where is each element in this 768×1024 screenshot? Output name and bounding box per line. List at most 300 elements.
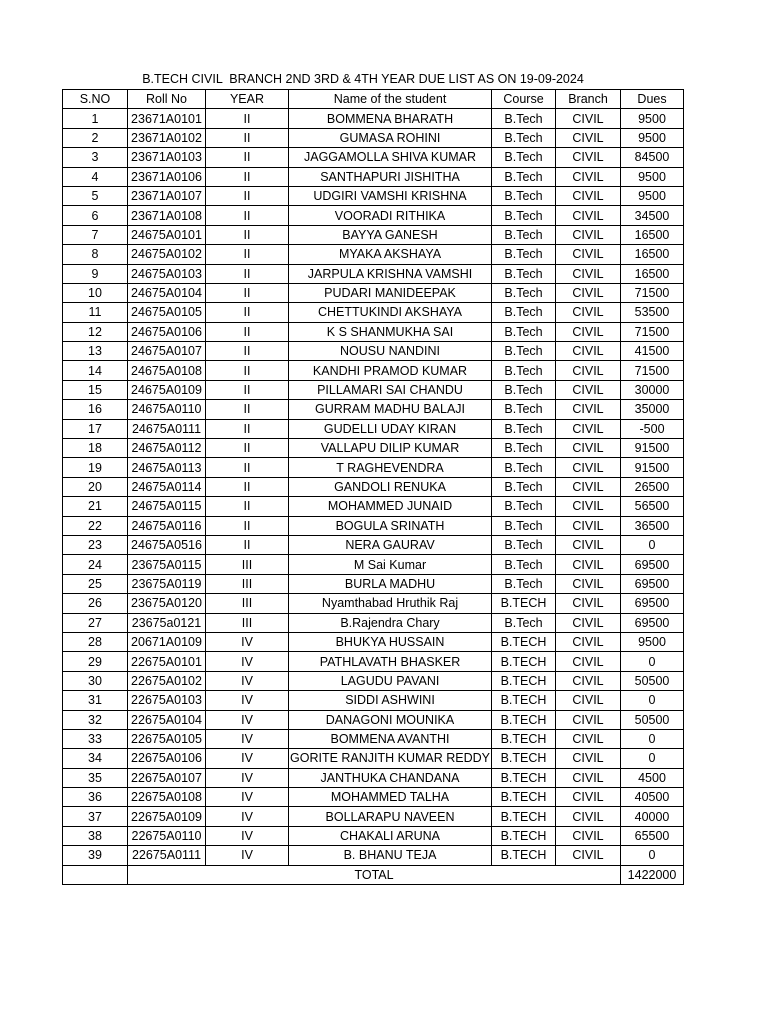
course-cell: B.Tech [492,555,556,574]
student-name-cell: PATHLAVATH BHASKER [289,652,492,671]
roll-no-cell: 24675A0113 [128,458,206,477]
dues-cell: 84500 [621,148,684,167]
table-row [63,439,684,458]
table-row [63,148,684,167]
sno-cell: 26 [63,594,128,613]
student-name-cell: JAGGAMOLLA SHIVA KUMAR [289,148,492,167]
table-row [63,206,684,225]
sno-cell: 22 [63,516,128,535]
sno-cell: 18 [63,439,128,458]
course-cell: B.Tech [492,225,556,244]
branch-cell: CIVIL [556,768,621,787]
student-name-cell: DANAGONI MOUNIKA [289,710,492,729]
dues-cell: 0 [621,691,684,710]
year-cell: IV [206,632,289,651]
roll-no-cell: 24675A0516 [128,535,206,554]
student-name-cell: GORITE RANJITH KUMAR REDDY [289,749,492,768]
roll-no-cell: 24675A0109 [128,380,206,399]
sno-cell: 32 [63,710,128,729]
year-cell: II [206,167,289,186]
dues-cell: 35000 [621,400,684,419]
sno-cell: 8 [63,245,128,264]
roll-no-cell: 24675A0115 [128,497,206,516]
year-cell: II [206,458,289,477]
table-row [63,264,684,283]
dues-cell: 26500 [621,477,684,496]
course-cell: B.TECH [492,729,556,748]
course-cell: B.Tech [492,128,556,147]
student-name-cell: GURRAM MADHU BALAJI [289,400,492,419]
sno-cell: 15 [63,380,128,399]
course-cell: B.Tech [492,186,556,205]
sno-cell: 14 [63,361,128,380]
table-row [63,477,684,496]
dues-cell: 0 [621,749,684,768]
dues-cell: -500 [621,419,684,438]
total-label: TOTAL [128,865,621,884]
sno-cell: 7 [63,225,128,244]
course-cell: B.TECH [492,826,556,845]
roll-no-cell: 22675A0110 [128,826,206,845]
sno-cell: 1 [63,109,128,128]
year-cell: IV [206,691,289,710]
roll-no-cell: 24675A0106 [128,322,206,341]
year-cell: II [206,535,289,554]
student-name-cell: T RAGHEVENDRA [289,458,492,477]
table-row [63,749,684,768]
table-row [63,516,684,535]
table-row [63,613,684,632]
dues-cell: 9500 [621,167,684,186]
course-cell: B.Tech [492,303,556,322]
branch-cell: CIVIL [556,632,621,651]
table-row [63,245,684,264]
year-cell: II [206,128,289,147]
table-row [63,186,684,205]
year-cell: II [206,264,289,283]
course-cell: B.Tech [492,458,556,477]
dues-cell: 4500 [621,768,684,787]
roll-no-cell: 23675a0121 [128,613,206,632]
table-row [63,788,684,807]
branch-cell: CIVIL [556,846,621,865]
branch-cell: CIVIL [556,749,621,768]
course-cell: B.TECH [492,652,556,671]
roll-no-cell: 24675A0104 [128,283,206,302]
year-cell: III [206,555,289,574]
year-cell: IV [206,846,289,865]
roll-no-cell: 22675A0109 [128,807,206,826]
sno-cell: 36 [63,788,128,807]
year-cell: II [206,419,289,438]
roll-no-cell: 22675A0102 [128,671,206,690]
student-name-cell: BOGULA SRINATH [289,516,492,535]
roll-no-cell: 24675A0116 [128,516,206,535]
branch-cell: CIVIL [556,535,621,554]
student-name-cell: BOLLARAPU NAVEEN [289,807,492,826]
sno-cell: 13 [63,342,128,361]
table-row [63,225,684,244]
dues-cell: 16500 [621,225,684,244]
branch-cell: CIVIL [556,439,621,458]
course-cell: B.Tech [492,497,556,516]
branch-cell: CIVIL [556,186,621,205]
course-cell: B.Tech [492,613,556,632]
year-cell: II [206,148,289,167]
student-name-cell: KANDHI PRAMOD KUMAR [289,361,492,380]
sno-cell: 16 [63,400,128,419]
sno-cell: 20 [63,477,128,496]
student-name-cell: B. BHANU TEJA [289,846,492,865]
table-row [63,109,684,128]
dues-cell: 0 [621,729,684,748]
table-row [63,419,684,438]
sno-cell: 21 [63,497,128,516]
dues-cell: 65500 [621,826,684,845]
dues-cell: 9500 [621,632,684,651]
dues-cell: 69500 [621,574,684,593]
dues-cell: 40000 [621,807,684,826]
student-name-cell: MOHAMMED JUNAID [289,497,492,516]
dues-cell: 0 [621,846,684,865]
course-cell: B.Tech [492,477,556,496]
table-row [63,342,684,361]
dues-cell: 0 [621,535,684,554]
student-name-cell: MYAKA AKSHAYA [289,245,492,264]
year-cell: III [206,574,289,593]
branch-cell: CIVIL [556,109,621,128]
student-name-cell: BOMMENA BHARATH [289,109,492,128]
table-row [63,128,684,147]
branch-cell: CIVIL [556,826,621,845]
course-cell: B.TECH [492,846,556,865]
course-cell: B.Tech [492,148,556,167]
sno-cell: 4 [63,167,128,186]
student-name-cell: JARPULA KRISHNA VAMSHI [289,264,492,283]
course-cell: B.TECH [492,632,556,651]
roll-no-cell: 23671A0102 [128,128,206,147]
sno-cell: 2 [63,128,128,147]
sno-cell: 34 [63,749,128,768]
branch-cell: CIVIL [556,361,621,380]
roll-no-cell: 22675A0105 [128,729,206,748]
student-name-cell: PUDARI MANIDEEPAK [289,283,492,302]
course-cell: B.Tech [492,400,556,419]
course-cell: B.Tech [492,206,556,225]
year-cell: II [206,283,289,302]
branch-cell: CIVIL [556,400,621,419]
dues-cell: 91500 [621,458,684,477]
course-cell: B.Tech [492,439,556,458]
student-name-cell: NERA GAURAV [289,535,492,554]
year-cell: III [206,594,289,613]
table-row [63,632,684,651]
roll-no-cell: 22675A0101 [128,652,206,671]
year-cell: IV [206,788,289,807]
roll-no-cell: 23671A0101 [128,109,206,128]
total-value: 1422000 [621,865,684,884]
col-header-dues: Dues [621,90,684,109]
sno-cell: 10 [63,283,128,302]
course-cell: B.Tech [492,322,556,341]
dues-cell: 40500 [621,788,684,807]
table-row [63,729,684,748]
student-name-cell: VALLAPU DILIP KUMAR [289,439,492,458]
sno-cell: 29 [63,652,128,671]
course-cell: B.TECH [492,749,556,768]
branch-cell: CIVIL [556,729,621,748]
branch-cell: CIVIL [556,477,621,496]
roll-no-cell: 22675A0103 [128,691,206,710]
year-cell: II [206,322,289,341]
roll-no-cell: 20671A0109 [128,632,206,651]
branch-cell: CIVIL [556,710,621,729]
student-name-cell: BURLA MADHU [289,574,492,593]
table-row [63,322,684,341]
branch-cell: CIVIL [556,245,621,264]
course-cell: B.TECH [492,594,556,613]
roll-no-cell: 22675A0106 [128,749,206,768]
year-cell: II [206,109,289,128]
roll-no-cell: 22675A0111 [128,846,206,865]
total-row [63,865,684,884]
sno-cell: 25 [63,574,128,593]
branch-cell: CIVIL [556,206,621,225]
course-cell: B.Tech [492,109,556,128]
student-name-cell: UDGIRI VAMSHI KRISHNA [289,186,492,205]
year-cell: IV [206,652,289,671]
student-name-cell: LAGUDU PAVANI [289,671,492,690]
branch-cell: CIVIL [556,788,621,807]
sno-cell: 37 [63,807,128,826]
sno-cell: 5 [63,186,128,205]
student-name-cell: BOMMENA AVANTHI [289,729,492,748]
student-name-cell: CHETTUKINDI AKSHAYA [289,303,492,322]
branch-cell: CIVIL [556,167,621,186]
roll-no-cell: 24675A0111 [128,419,206,438]
roll-no-cell: 24675A0101 [128,225,206,244]
course-cell: B.TECH [492,691,556,710]
year-cell: II [206,303,289,322]
sno-cell: 39 [63,846,128,865]
sno-cell: 3 [63,148,128,167]
year-cell: II [206,186,289,205]
sno-cell: 38 [63,826,128,845]
year-cell: III [206,613,289,632]
course-cell: B.TECH [492,788,556,807]
roll-no-cell: 22675A0107 [128,768,206,787]
year-cell: II [206,477,289,496]
student-name-cell: GUMASA ROHINI [289,128,492,147]
year-cell: II [206,497,289,516]
branch-cell: CIVIL [556,671,621,690]
branch-cell: CIVIL [556,264,621,283]
roll-no-cell: 23675A0119 [128,574,206,593]
sno-cell: 9 [63,264,128,283]
roll-no-cell: 23671A0103 [128,148,206,167]
roll-no-cell: 22675A0108 [128,788,206,807]
col-header-roll-no: Roll No [128,90,206,109]
col-header-sno: S.NO [63,90,128,109]
student-name-cell: SANTHAPURI JISHITHA [289,167,492,186]
table-row [63,574,684,593]
year-cell: II [206,245,289,264]
branch-cell: CIVIL [556,594,621,613]
total-empty-cell [63,865,128,884]
course-cell: B.Tech [492,264,556,283]
roll-no-cell: 24675A0110 [128,400,206,419]
dues-cell: 16500 [621,245,684,264]
table-row [63,846,684,865]
dues-cell: 16500 [621,264,684,283]
course-cell: B.TECH [492,768,556,787]
branch-cell: CIVIL [556,380,621,399]
course-cell: B.TECH [492,807,556,826]
sno-cell: 24 [63,555,128,574]
course-cell: B.Tech [492,535,556,554]
branch-cell: CIVIL [556,574,621,593]
branch-cell: CIVIL [556,342,621,361]
sno-cell: 27 [63,613,128,632]
dues-cell: 56500 [621,497,684,516]
table-row [63,710,684,729]
sno-cell: 6 [63,206,128,225]
table-row [63,691,684,710]
course-cell: B.TECH [492,710,556,729]
year-cell: II [206,206,289,225]
student-name-cell: B.Rajendra Chary [289,613,492,632]
dues-cell: 71500 [621,283,684,302]
sno-cell: 28 [63,632,128,651]
table-row [63,555,684,574]
roll-no-cell: 22675A0104 [128,710,206,729]
col-header-year: YEAR [206,90,289,109]
dues-cell: 41500 [621,342,684,361]
course-cell: B.Tech [492,516,556,535]
student-name-cell: GUDELLI UDAY KIRAN [289,419,492,438]
sno-cell: 31 [63,691,128,710]
year-cell: II [206,439,289,458]
course-cell: B.Tech [492,245,556,264]
student-name-cell: MOHAMMED TALHA [289,788,492,807]
roll-no-cell: 24675A0108 [128,361,206,380]
dues-cell: 9500 [621,186,684,205]
dues-cell: 69500 [621,613,684,632]
dues-cell: 50500 [621,710,684,729]
table-row [63,380,684,399]
table-row [63,361,684,380]
roll-no-cell: 23671A0106 [128,167,206,186]
dues-cell: 71500 [621,361,684,380]
sno-cell: 33 [63,729,128,748]
table-row [63,497,684,516]
table-row [63,303,684,322]
sno-cell: 17 [63,419,128,438]
branch-cell: CIVIL [556,807,621,826]
dues-cell: 0 [621,652,684,671]
dues-cell: 34500 [621,206,684,225]
sno-cell: 23 [63,535,128,554]
year-cell: IV [206,749,289,768]
student-name-cell: NOUSU NANDINI [289,342,492,361]
branch-cell: CIVIL [556,652,621,671]
roll-no-cell: 24675A0107 [128,342,206,361]
course-cell: B.Tech [492,419,556,438]
branch-cell: CIVIL [556,613,621,632]
year-cell: II [206,400,289,419]
dues-cell: 53500 [621,303,684,322]
year-cell: II [206,225,289,244]
sno-cell: 35 [63,768,128,787]
branch-cell: CIVIL [556,691,621,710]
roll-no-cell: 23671A0107 [128,186,206,205]
roll-no-cell: 24675A0105 [128,303,206,322]
branch-cell: CIVIL [556,225,621,244]
branch-cell: CIVIL [556,322,621,341]
year-cell: IV [206,671,289,690]
branch-cell: CIVIL [556,303,621,322]
col-header-branch: Branch [556,90,621,109]
roll-no-cell: 24675A0102 [128,245,206,264]
branch-cell: CIVIL [556,128,621,147]
student-name-cell: BAYYA GANESH [289,225,492,244]
table-row [63,283,684,302]
table-body [63,109,684,865]
roll-no-cell: 23671A0108 [128,206,206,225]
branch-cell: CIVIL [556,283,621,302]
branch-cell: CIVIL [556,516,621,535]
dues-cell: 69500 [621,594,684,613]
table-row [63,400,684,419]
roll-no-cell: 23675A0120 [128,594,206,613]
student-name-cell: SIDDI ASHWINI [289,691,492,710]
table-row [63,535,684,554]
col-header-course: Course [492,90,556,109]
year-cell: II [206,516,289,535]
course-cell: B.Tech [492,574,556,593]
table-row [63,652,684,671]
table-row [63,458,684,477]
branch-cell: CIVIL [556,497,621,516]
sno-cell: 19 [63,458,128,477]
table-row [63,768,684,787]
roll-no-cell: 24675A0103 [128,264,206,283]
year-cell: IV [206,807,289,826]
student-name-cell: M Sai Kumar [289,555,492,574]
branch-cell: CIVIL [556,458,621,477]
table-row [63,826,684,845]
table-row [63,807,684,826]
branch-cell: CIVIL [556,419,621,438]
course-cell: B.Tech [492,167,556,186]
year-cell: IV [206,768,289,787]
student-name-cell: BHUKYA HUSSAIN [289,632,492,651]
student-name-cell: GANDOLI RENUKA [289,477,492,496]
course-cell: B.TECH [492,671,556,690]
dues-cell: 36500 [621,516,684,535]
student-name-cell: CHAKALI ARUNA [289,826,492,845]
year-cell: IV [206,826,289,845]
table-row [63,167,684,186]
due-list-table [62,89,684,885]
dues-cell: 91500 [621,439,684,458]
dues-cell: 9500 [621,128,684,147]
student-name-cell: K S SHANMUKHA SAI [289,322,492,341]
sno-cell: 11 [63,303,128,322]
sno-cell: 12 [63,322,128,341]
course-cell: B.Tech [492,361,556,380]
dues-cell: 30000 [621,380,684,399]
